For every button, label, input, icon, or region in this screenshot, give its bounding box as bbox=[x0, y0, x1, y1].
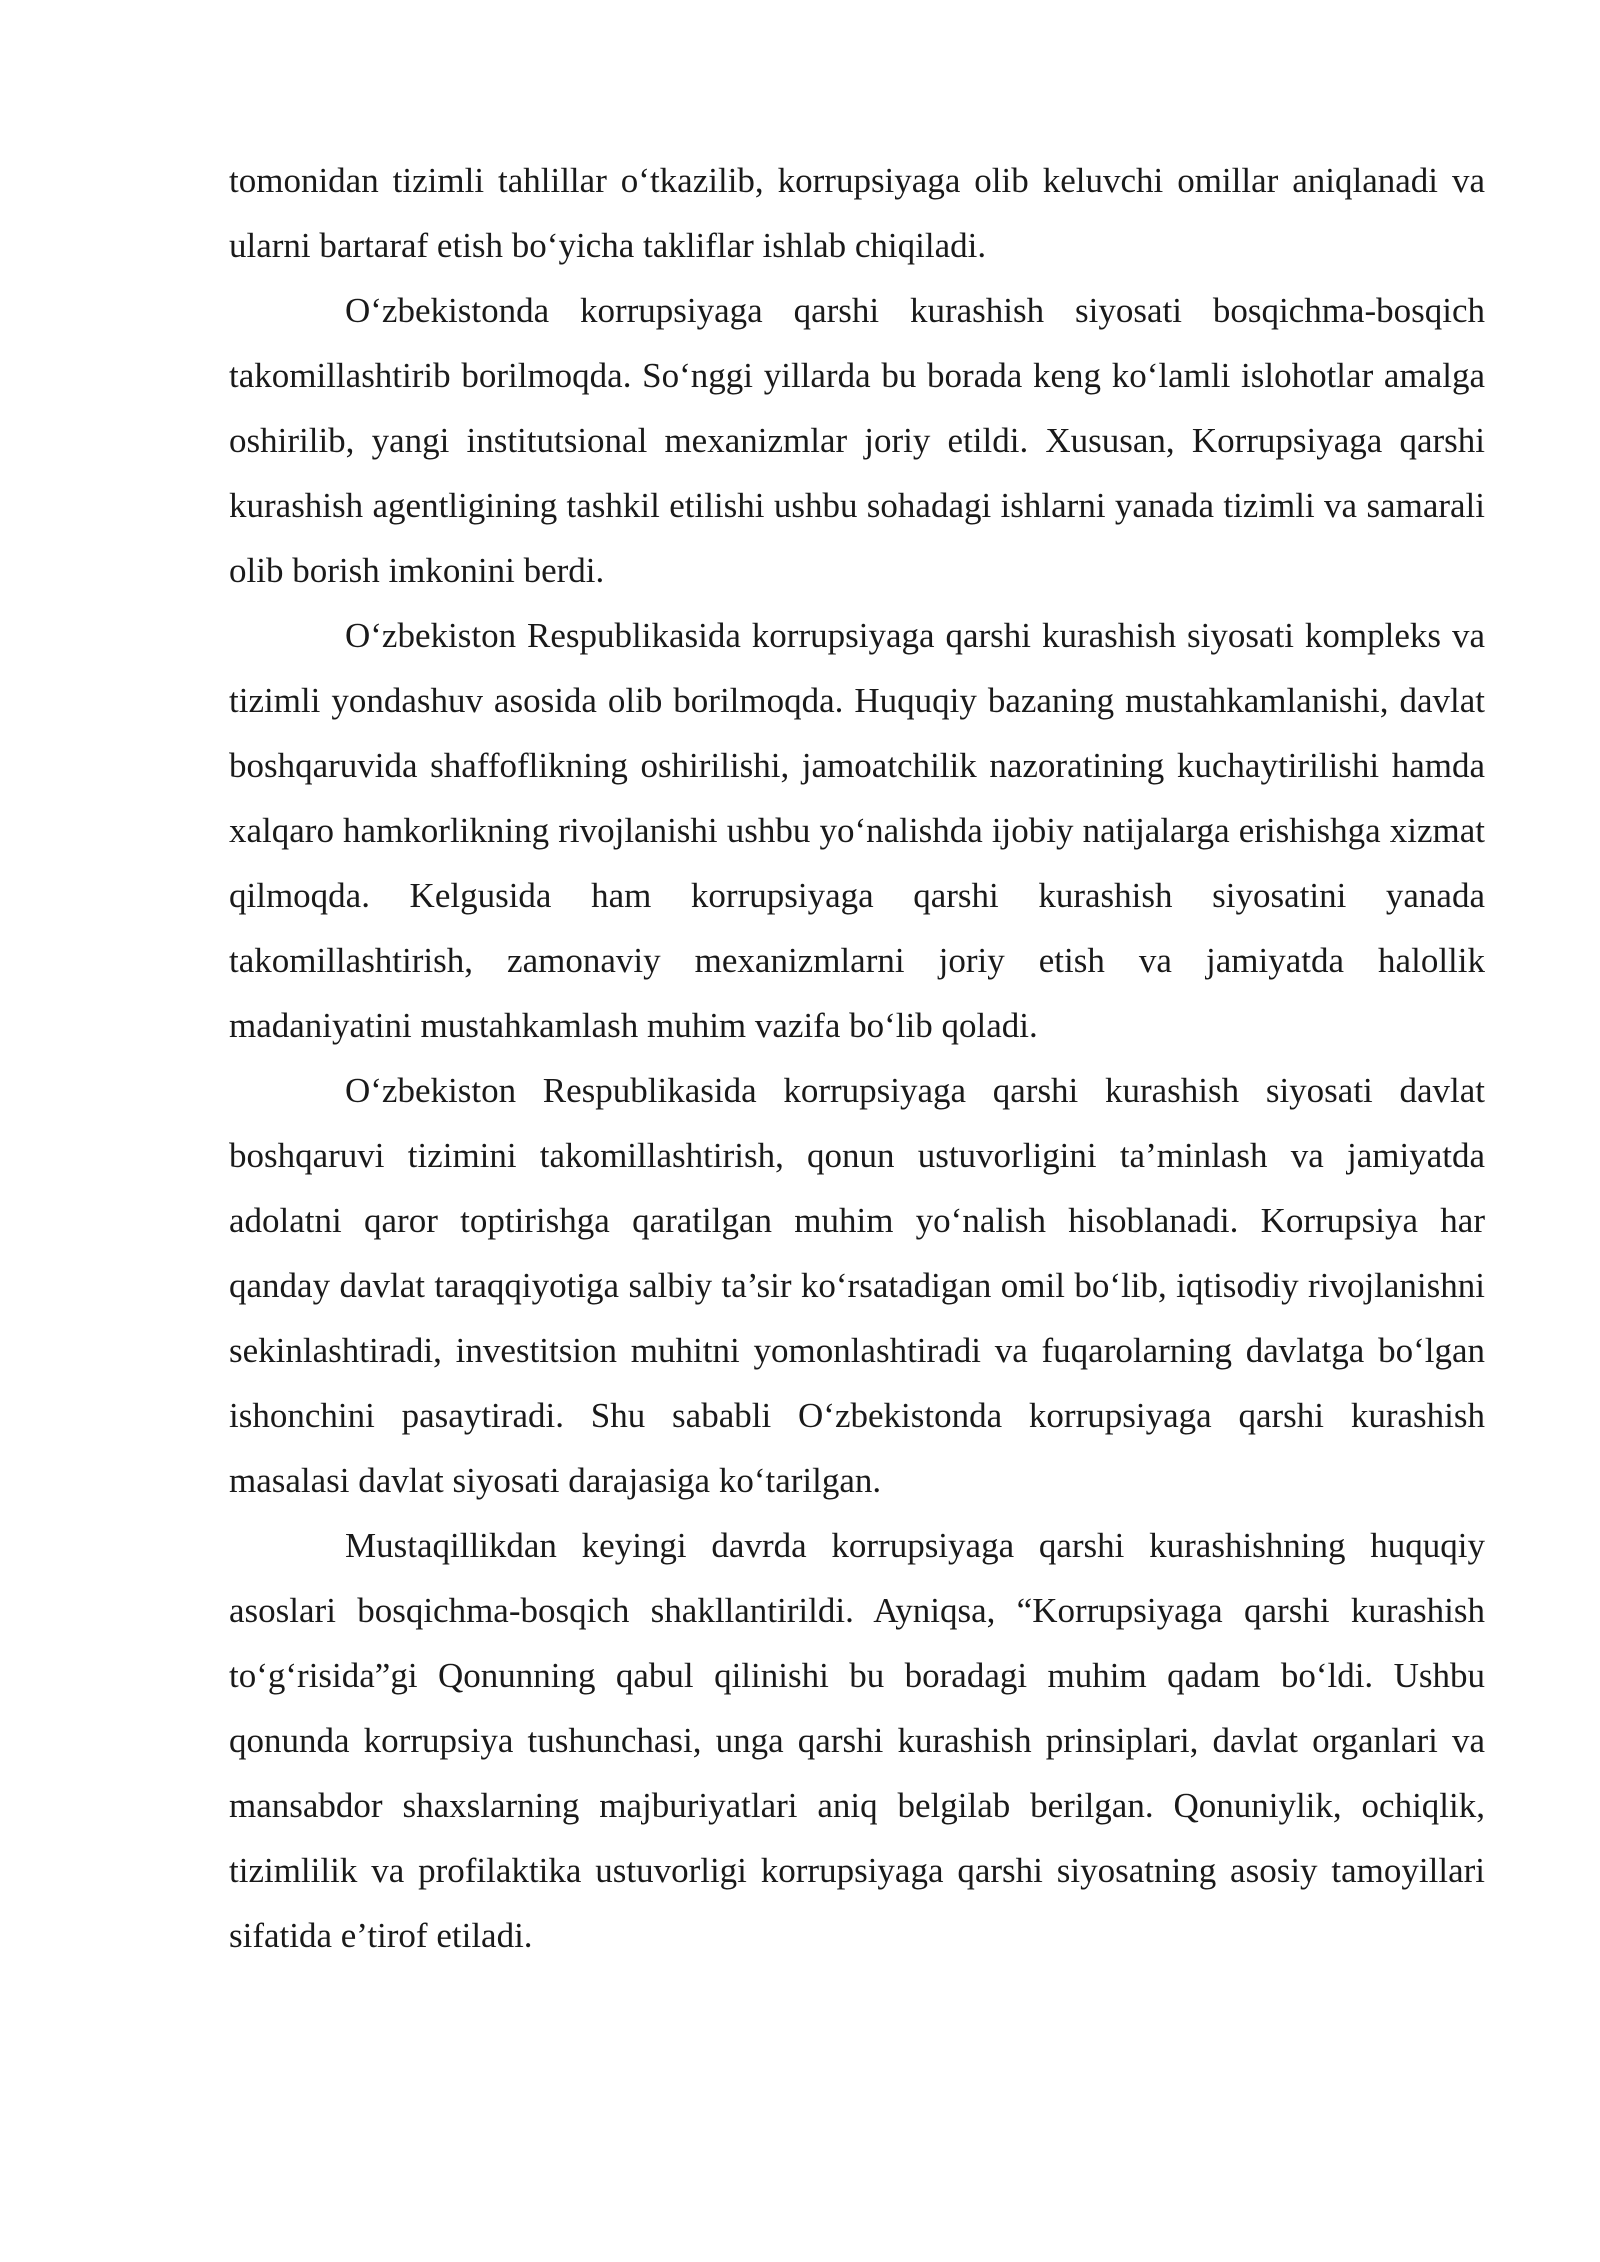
paragraph: O‘zbekiston Respublikasida korrupsiyaga qarshi kurashish siyosati kompleks va tizimli yondashuv asosida olib borilmoqda. Huquqiy bazaning mustahkamlanishi, davlat boshqaruvida shaffoflikning oshirilishi, jamoatchilik nazoratining kuchaytirilishi hamda xalqaro hamkorlikning rivojlanishi ushbu yo‘nalishda ijobiy natijalarga erishishga xizmat qilmoqda. Kelgusida ham korrupsiyaga qarshi kurashish siyosatini yanada takomillashtirish, zamonaviy mexanizmlarni joriy etish va jamiyatda halollik madaniyatini mustahkamlash muhim vazifa bo‘lib qoladi. bbox=[229, 616, 1485, 1045]
paragraph: O‘zbekiston Respublikasida korrupsiyaga qarshi kurashish siyosati davlat boshqaruvi tizimini takomillashtirish, qonun ustuvorligini ta’minlash va jamiyatda adolatni qaror toptirishga qaratilgan muhim yo‘nalish hisoblanadi. Korrupsiya har qanday davlat taraqqiyotiga salbiy ta’sir ko‘rsatadigan omil bo‘lib, iqtisodiy rivojlanishni sekinlashtiradi, investitsion muhitni yomonlashtiradi va fuqarolarning davlatga bo‘lgan ishonchini pasaytiradi. Shu sababli O‘zbekistonda korrupsiyaga qarshi kurashish masalasi davlat siyosati darajasiga ko‘tarilgan. bbox=[229, 1071, 1485, 1500]
paragraph-continued: tomonidan tizimli tahlillar o‘tkazilib, korrupsiyaga olib keluvchi omillar aniqlanadi va ularni bartaraf etish bo‘yicha takliflar ishlab chiqiladi. bbox=[229, 161, 1485, 265]
paragraph: Mustaqillikdan keyingi davrda korrupsiyaga qarshi kurashishning huquqiy asoslari bosqichma-bosqich shakllantirildi. Ayniqsa, “Korrupsiyaga qarshi kurashish to‘g‘risida”gi Qonunning qabul qilinishi bu boradagi muhim qadam bo‘ldi. Ushbu qonunda korrupsiya tushunchasi, unga qarshi kurashish prinsiplari, davlat organlari va mansabdor shaxslarning majburiyatlari aniq belgilab berilgan. Qonuniylik, ochiqlik, tizimlilik va profilaktika ustuvorligi korrupsiyaga qarshi siyosatning asosiy tamoyillari sifatida e’tirof etiladi. bbox=[229, 1526, 1485, 1955]
paragraph: O‘zbekistonda korrupsiyaga qarshi kurashish siyosati bosqichma-bosqich takomillashtirib borilmoqda. So‘nggi yillarda bu borada keng ko‘lamli islohotlar amalga oshirilib, yangi institutsional mexanizmlar joriy etildi. Xususan, Korrupsiyaga qarshi kurashish agentligining tashkil etilishi ushbu sohadagi ishlarni yanada tizimli va samarali olib borish imkonini berdi. bbox=[229, 291, 1485, 590]
document-body bbox=[229, 148, 1485, 1968]
